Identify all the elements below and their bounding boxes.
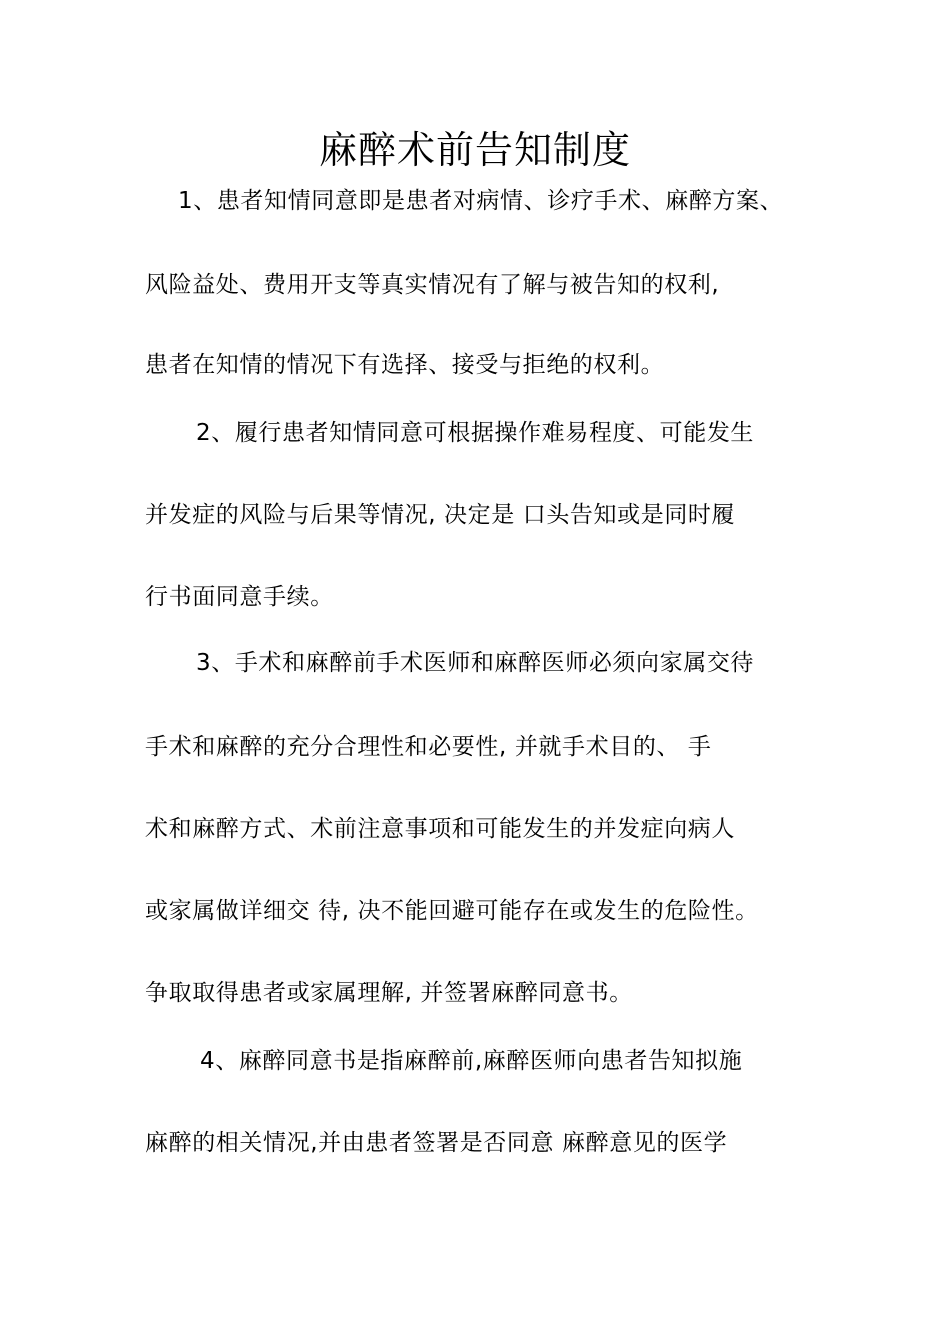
paragraph-4-line-1: 4、麻醉同意书是指麻醉前,麻醉医师向患者告知拟施 <box>200 1048 743 1074</box>
paragraph-3-line-2: 手术和麻醉的充分合理性和必要性, 并就手术目的、 手 <box>145 734 712 760</box>
paragraph-4-line-2: 麻醉的相关情况,并由患者签署是否同意 麻醉意见的医学 <box>145 1130 728 1156</box>
paragraph-1-line-2: 风险益处、费用开支等真实情况有了解与被告知的权利, <box>145 272 720 298</box>
paragraph-1-line-3: 患者在知情的情况下有选择、接受与拒绝的权利。 <box>145 352 665 378</box>
paragraph-3-line-5: 争取取得患者或家属理解, 并签署麻醉同意书。 <box>145 980 633 1006</box>
paragraph-3-line-3: 术和麻醉方式、术前注意事项和可能发生的并发症向病人 <box>145 816 735 842</box>
paragraph-2-line-3: 行书面同意手续。 <box>145 584 334 610</box>
paragraph-1-line-1: 1、患者知情同意即是患者对病情、诊疗手术、麻醉方案、 <box>178 188 784 214</box>
document-title: 麻醉术前告知制度 <box>318 128 631 172</box>
paragraph-3-line-4: 或家属做详细交 待, 决不能回避可能存在或发生的危险性。 <box>145 898 759 924</box>
paragraph-2-line-1: 2、履行患者知情同意可根据操作难易程度、可能发生 <box>196 420 755 446</box>
paragraph-2-line-2: 并发症的风险与后果等情况, 决定是 口头告知或是同时履 <box>145 502 736 528</box>
paragraph-3-line-1: 3、手术和麻醉前手术医师和麻醉医师必须向家属交待 <box>196 650 755 676</box>
